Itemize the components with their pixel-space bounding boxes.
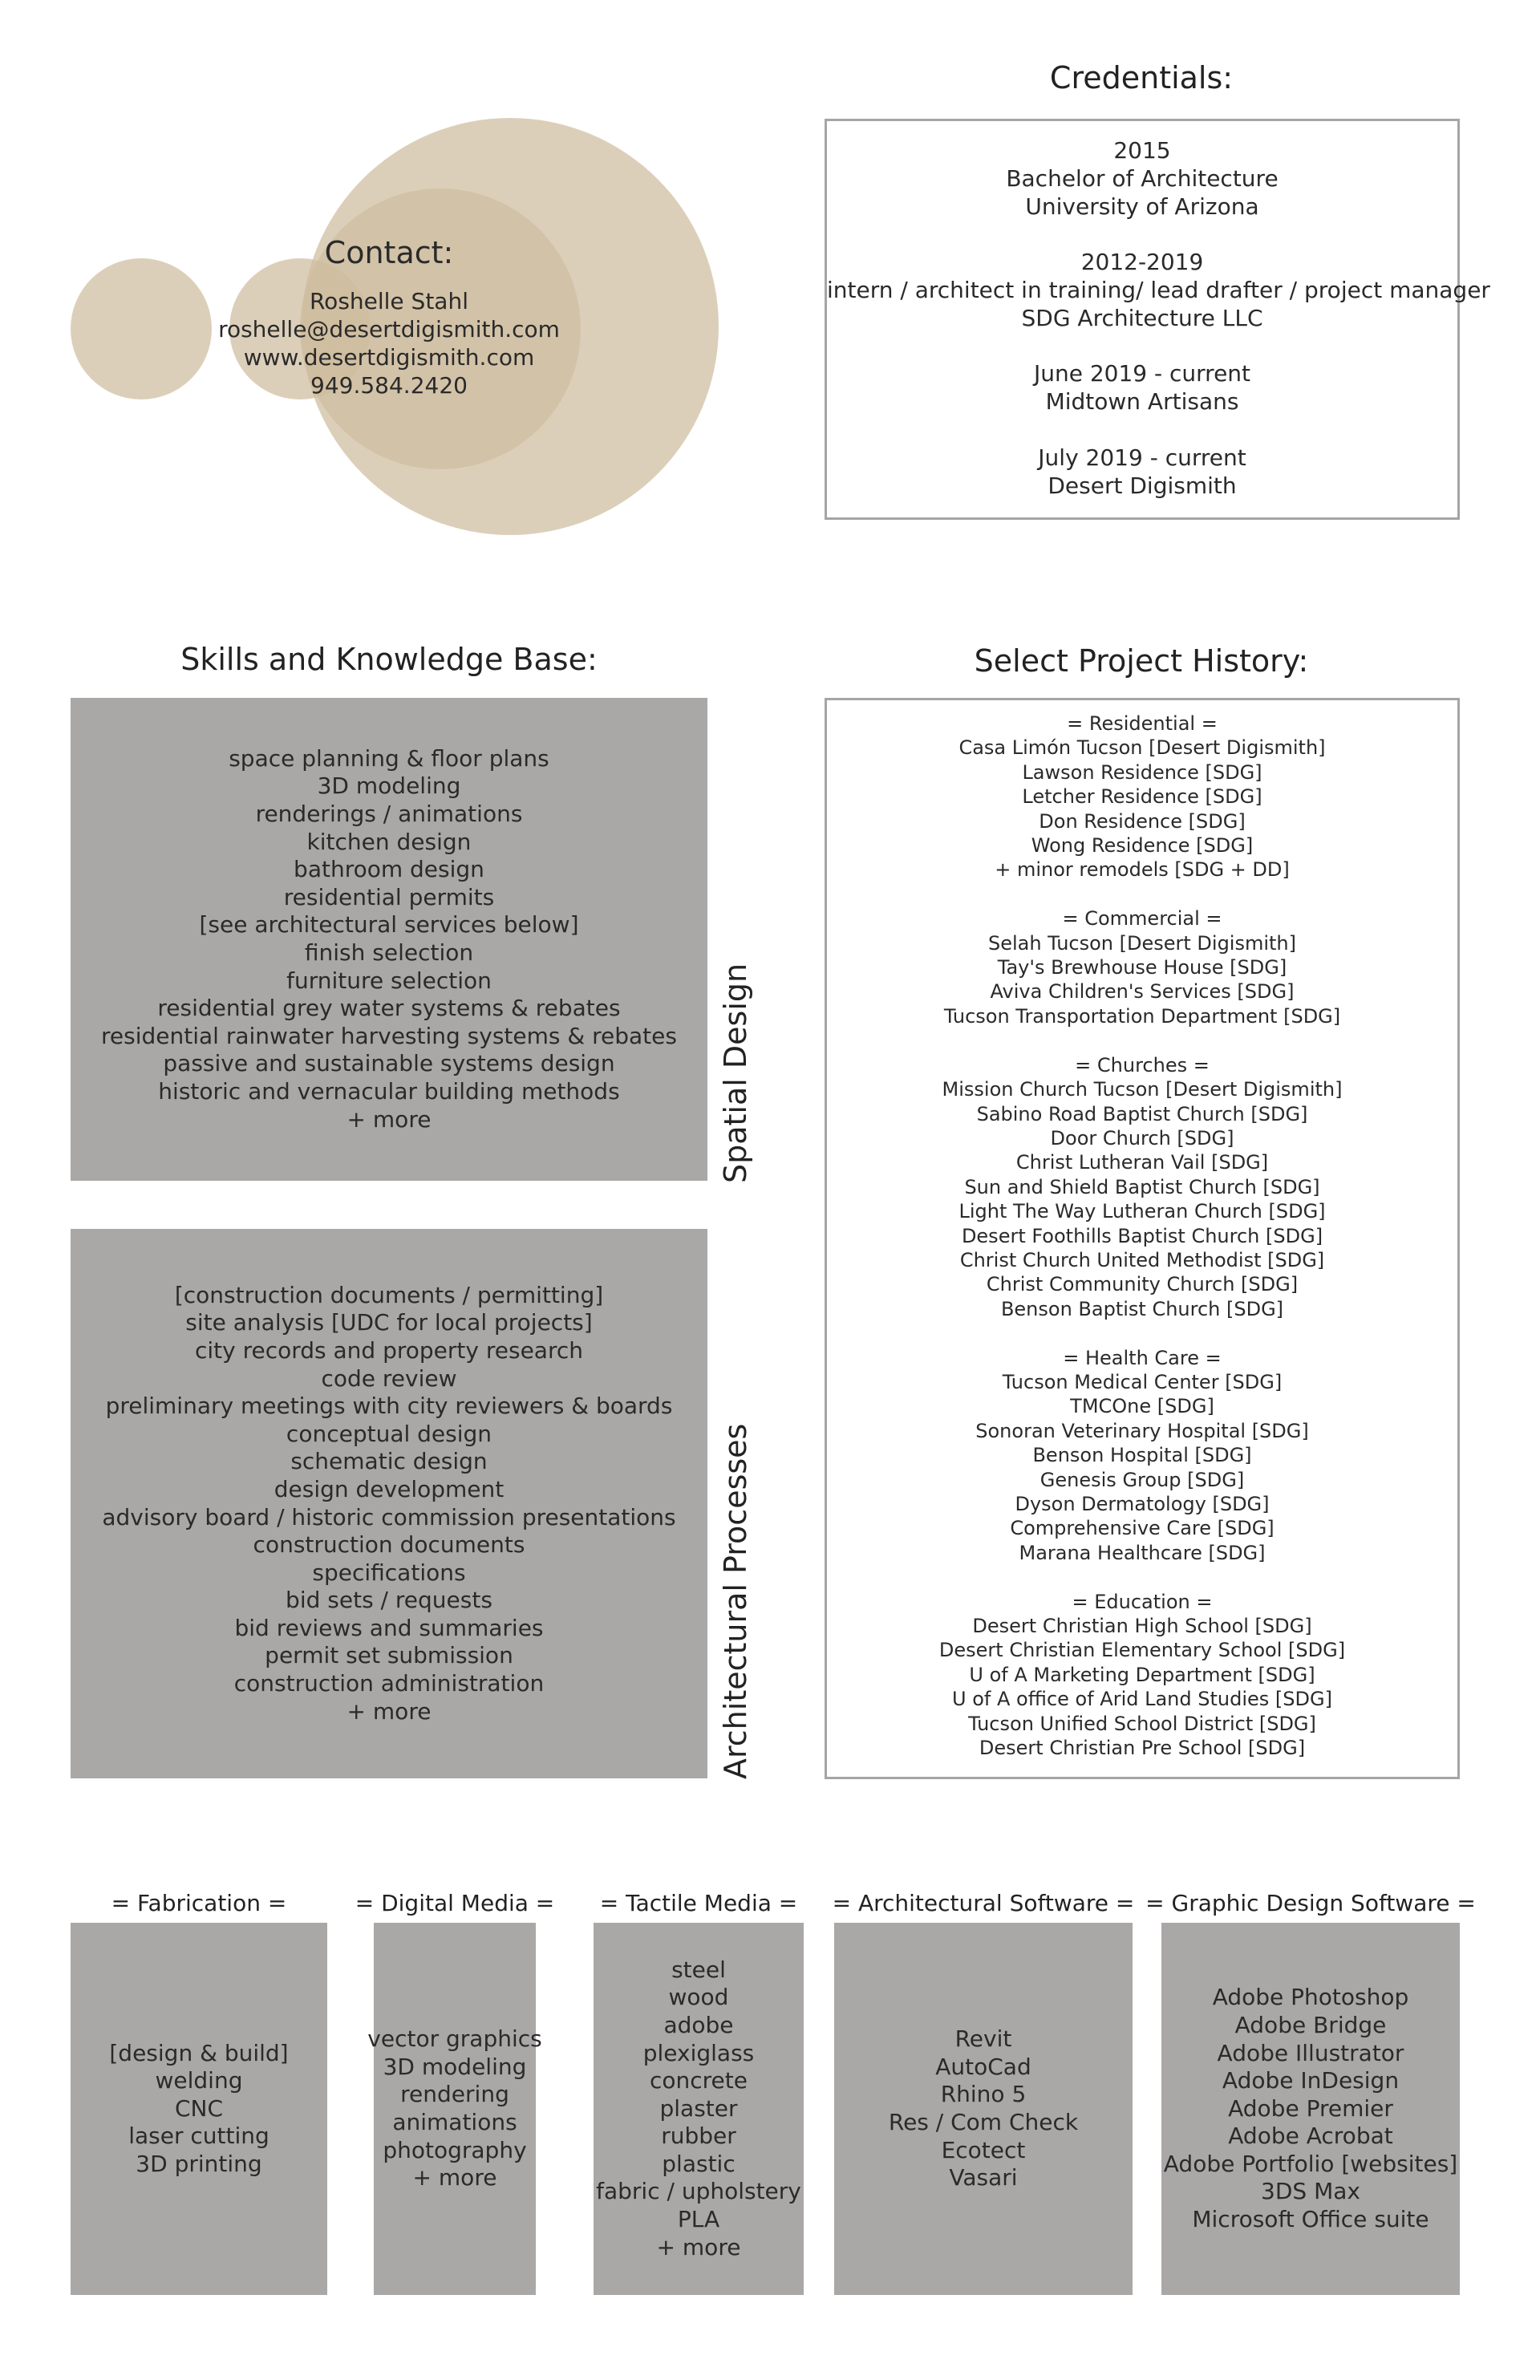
project-line: Aviva Children's Services [SDG] (990, 980, 1295, 1003)
architectural-skill-line: construction administration (233, 1670, 545, 1697)
architectural-software-item: Res / Com Check (888, 2109, 1079, 2135)
project-line: Christ Church United Methodist [SDG] (959, 1248, 1325, 1271)
project-line: Tucson Unified School District [SDG] (968, 1712, 1316, 1735)
digital-media-title: = Digital Media = (355, 1890, 555, 1916)
architectural-skill-line: construction documents (253, 1531, 525, 1559)
project-line: Tucson Transportation Department [SDG] (943, 1004, 1341, 1028)
credential-line: University of Arizona (1025, 193, 1259, 220)
graphic-design-software-box (1161, 1923, 1460, 2295)
fabrication-item: laser cutting (128, 2123, 270, 2150)
tactile-media-item: + more (656, 2233, 741, 2260)
spatial-skill-line: + more (346, 1105, 432, 1133)
digital-media-item: 3D modeling (383, 2053, 527, 2080)
spatial-skill-line: renderings / animations (255, 801, 523, 828)
graphic-design-software-item: Adobe Bridge (1234, 2011, 1387, 2038)
project-line: Don Residence [SDG] (1039, 809, 1246, 833)
spatial-skill-line: residential rainwater harvesting systems & rebates (101, 1022, 677, 1049)
contact-website: www.desertdigismith.com (243, 344, 535, 371)
project-line: Desert Christian Elementary School [SDG] (938, 1639, 1346, 1662)
architectural-software-item: Rhino 5 (940, 2081, 1027, 2108)
credential-line: 2015 (1113, 137, 1171, 164)
decor-circle-small-left (71, 258, 212, 399)
credential-line: SDG Architecture LLC (1021, 304, 1263, 331)
project-line: Tay's Brewhouse House [SDG] (997, 956, 1287, 979)
projects-box (825, 698, 1460, 1779)
credential-line: Bachelor of Architecture (1006, 164, 1279, 192)
architectural-skill-line: design development (274, 1475, 505, 1502)
project-spacer (827, 1321, 1457, 1345)
credentials-lines (827, 137, 1490, 500)
architectural-skill-line: [construction documents / permitting] (174, 1281, 604, 1308)
project-line: Wong Residence [SDG] (1031, 834, 1254, 858)
credential-line: Desert Digismith (1048, 472, 1237, 499)
fabrication-item: [design & build] (109, 2039, 289, 2066)
skills-heading: Skills and Knowledge Base: (180, 642, 598, 677)
credential-spacer (827, 221, 1457, 249)
credential-line: June 2019 - current (1033, 360, 1251, 387)
architectural-skill-line: conceptual design (286, 1420, 492, 1447)
credential-spacer (827, 416, 1457, 444)
project-line: Genesis Group [SDG] (1040, 1468, 1245, 1491)
project-line: Benson Baptist Church [SDG] (1000, 1297, 1284, 1320)
project-line: Tucson Medical Center [SDG] (1002, 1370, 1283, 1393)
project-line: Christ Community Church [SDG] (986, 1273, 1299, 1296)
spatial-skill-line: residential grey water systems & rebates (157, 995, 621, 1022)
spatial-skill-line: finish selection (304, 939, 474, 966)
spatial-skill-line: passive and sustainable systems design (163, 1050, 615, 1077)
architectural-skill-line: site analysis [UDC for local projects] (185, 1309, 593, 1336)
contact-email: roshelle@desertdigismith.com (218, 316, 560, 343)
credential-line: Midtown Artisans (1045, 388, 1239, 416)
project-line: Sun and Shield Baptist Church [SDG] (964, 1175, 1320, 1198)
project-line: Benson Hospital [SDG] (1032, 1444, 1252, 1467)
graphic-design-software-item: 3DS Max (1261, 2178, 1360, 2205)
project-line: TMCOne [SDG] (1070, 1395, 1214, 1418)
project-line: Marana Healthcare [SDG] (1019, 1541, 1266, 1564)
graphic-design-software-item: Adobe InDesign (1222, 2067, 1400, 2094)
credential-line: intern / architect in training/ lead drafter / project manager (827, 276, 1490, 303)
project-spacer (827, 882, 1457, 906)
architectural-skill-line: code review (321, 1364, 457, 1392)
spatial-design-box (71, 698, 707, 1181)
tactile-media-box (594, 1923, 804, 2295)
tactile-media-item: plaster (659, 2094, 738, 2122)
spatial-skill-line: historic and vernacular building methods (158, 1077, 620, 1105)
spatial-skill-line: space planning & floor plans (229, 744, 549, 772)
graphic-design-software-item: Adobe Portfolio [websites] (1163, 2150, 1458, 2177)
architectural-software-list (889, 2025, 1078, 2192)
architectural-software-title: = Architectural Software = (832, 1890, 1135, 1916)
project-line: Desert Foothills Baptist Church [SDG] (961, 1224, 1323, 1247)
architectural-processes-box (71, 1229, 707, 1778)
tactile-media-item: steel (671, 1956, 726, 1983)
graphic-design-software-title: = Graphic Design Software = (1145, 1890, 1476, 1916)
architectural-skill-line: schematic design (290, 1448, 488, 1475)
project-spacer (827, 1565, 1457, 1589)
projects-lines (827, 712, 1457, 1760)
graphic-design-software-item: Adobe Premier (1228, 2094, 1393, 2122)
project-line: Sabino Road Baptist Church [SDG] (976, 1102, 1308, 1125)
fabrication-item: CNC (174, 2094, 224, 2122)
contact-name: Roshelle Stahl (309, 288, 468, 314)
tactile-media-title: = Tactile Media = (599, 1890, 798, 1916)
digital-media-item: rendering (400, 2081, 509, 2108)
project-line: = Churches = (1075, 1053, 1210, 1076)
credentials-heading: Credentials: (1049, 60, 1234, 95)
architectural-software-item: AutoCad (935, 2053, 1031, 2080)
tactile-media-item: plastic (662, 2150, 736, 2177)
spatial-skill-line: kitchen design (306, 828, 472, 855)
tactile-media-list (596, 1956, 801, 2262)
spatial-skill-line: residential permits (283, 883, 495, 910)
project-line: Selah Tucson [Desert Digismith] (987, 931, 1297, 955)
project-line: = Residential = (1067, 712, 1218, 735)
architectural-skill-line: bid sets / requests (286, 1587, 492, 1614)
fabrication-title: = Fabrication = (111, 1890, 287, 1916)
digital-media-item: + more (412, 2164, 497, 2191)
architectural-skill-line: city records and property research (194, 1336, 583, 1364)
contact-phone: 949.584.2420 (310, 372, 468, 399)
project-line: Door Church [SDG] (1050, 1126, 1234, 1149)
credentials-box (825, 119, 1490, 520)
architectural-software-box (834, 1923, 1133, 2295)
fabrication-box (71, 1923, 327, 2295)
credential-line: 2012-2019 (1080, 249, 1204, 276)
project-line: Light The Way Lutheran Church [SDG] (958, 1200, 1326, 1223)
project-line: Casa Limón Tucson [Desert Digismith] (958, 736, 1326, 760)
graphic-design-software-item: Adobe Photoshop (1212, 1984, 1409, 2011)
tactile-media-item: adobe (663, 2011, 734, 2038)
tactile-media-item: fabric / upholstery (596, 2178, 801, 2205)
project-line: = Education = (1072, 1590, 1213, 1613)
tactile-media-item: PLA (677, 2206, 720, 2233)
graphic-design-software-item: Adobe Acrobat (1228, 2123, 1393, 2150)
project-line: = Health Care = (1063, 1346, 1222, 1369)
graphic-design-software-item: Microsoft Office suite (1192, 2206, 1429, 2233)
fabrication-item: 3D printing (136, 2150, 262, 2177)
spatial-skill-line: bathroom design (294, 856, 484, 883)
credential-spacer (827, 333, 1457, 361)
architectural-skill-line: + more (346, 1697, 432, 1725)
architectural-processes-label: Architectural Processes (718, 1423, 753, 1779)
project-line: + minor remodels [SDG + DD] (995, 858, 1290, 882)
contact-heading: Contact: (324, 235, 454, 270)
fabrication-item: welding (155, 2067, 243, 2094)
digital-media-item: photography (383, 2136, 527, 2163)
digital-media-list (367, 2025, 541, 2192)
spatial-skill-line: 3D modeling (317, 772, 461, 800)
tactile-media-item: concrete (649, 2067, 748, 2094)
contact-block (192, 233, 586, 399)
project-line: Comprehensive Care [SDG] (1010, 1517, 1275, 1540)
tactile-media-item: wood (668, 1984, 729, 2011)
digital-media-box (367, 1923, 542, 2295)
graphic-design-software-item: Adobe Illustrator (1217, 2039, 1404, 2066)
project-line: Sonoran Veterinary Hospital [SDG] (975, 1419, 1309, 1442)
tactile-media-item: plexiglass (642, 2039, 755, 2066)
project-line: Mission Church Tucson [Desert Digismith] (942, 1078, 1343, 1101)
project-line: Desert Christian High School [SDG] (972, 1615, 1312, 1638)
digital-media-item: animations (392, 2109, 517, 2135)
fabrication-list (109, 2040, 288, 2179)
graphic-design-software-list (1164, 1984, 1457, 2233)
credential-line: July 2019 - current (1038, 444, 1246, 471)
spatial-design-list (101, 745, 677, 1133)
architectural-skill-line: advisory board / historic commission presentations (102, 1503, 676, 1531)
architectural-skill-line: preliminary meetings with city reviewers & boards (105, 1393, 673, 1420)
contact-lines (192, 287, 586, 399)
project-line: Desert Christian Pre School [SDG] (979, 1737, 1306, 1760)
project-line: Dyson Dermatology [SDG] (1015, 1493, 1270, 1515)
architectural-software-item: Vasari (949, 2164, 1018, 2191)
digital-media-item: vector graphics (367, 2025, 542, 2053)
architectural-processes-list (102, 1282, 675, 1726)
spatial-design-label: Spatial Design (718, 963, 753, 1183)
spatial-skill-line: [see architectural services below] (199, 911, 579, 939)
architectural-skill-line: specifications (312, 1559, 466, 1586)
architectural-software-item: Revit (954, 2025, 1012, 2053)
spatial-skill-line: furniture selection (286, 967, 492, 994)
project-line: U of A Marketing Department [SDG] (969, 1663, 1315, 1686)
project-line: Christ Lutheran Vail [SDG] (1015, 1151, 1269, 1174)
project-line: = Commercial = (1062, 907, 1222, 931)
project-spacer (827, 1028, 1457, 1052)
architectural-skill-line: permit set submission (265, 1642, 513, 1669)
project-line: U of A office of Arid Land Studies [SDG] (952, 1688, 1332, 1711)
architectural-skill-line: bid reviews and summaries (234, 1614, 544, 1641)
architectural-software-item: Ecotect (941, 2136, 1026, 2163)
project-line: Lawson Residence [SDG] (1022, 760, 1262, 784)
project-line: Letcher Residence [SDG] (1022, 785, 1262, 809)
projects-heading: Select Project History: (974, 643, 1309, 679)
tactile-media-item: rubber (661, 2123, 736, 2150)
